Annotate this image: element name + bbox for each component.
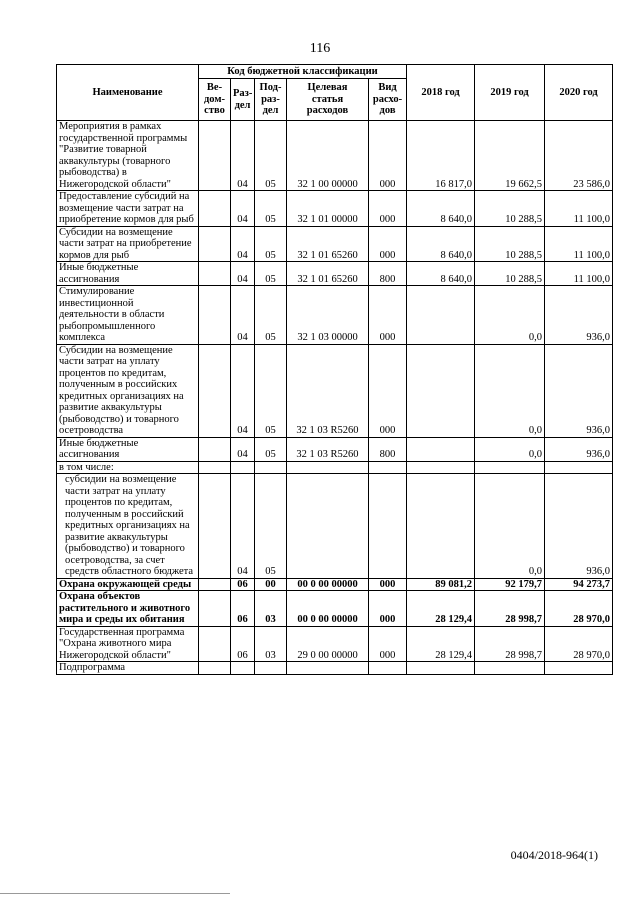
- cell-podr: [255, 662, 287, 675]
- cell-y2019: [475, 461, 545, 474]
- cell-vid: 000: [369, 591, 407, 627]
- cell-y2018: [407, 461, 475, 474]
- table-row: [57, 591, 613, 627]
- cell-ved: [199, 461, 231, 474]
- cell-y2018: [407, 662, 475, 675]
- cell-podr: 05: [255, 262, 287, 286]
- cell-ved: [199, 626, 231, 662]
- cell-stat: 32 1 03 00000: [287, 286, 369, 345]
- cell-vid: 000: [369, 578, 407, 591]
- cell-vid: 000: [369, 226, 407, 262]
- table-row: [57, 474, 613, 579]
- cell-y2018: 28 129,4: [407, 591, 475, 627]
- table-row: [57, 121, 613, 191]
- cell-razd: 04: [231, 191, 255, 227]
- cell-y2020: 936,0: [545, 437, 613, 461]
- cell-ved: [199, 578, 231, 591]
- header-2020: 2020 год: [545, 65, 613, 121]
- cell-name: Предоставление субсидий на возмещение части затрат на приобретение кормов для рыб: [57, 191, 199, 227]
- cell-vid: [369, 461, 407, 474]
- cell-podr: 05: [255, 344, 287, 437]
- cell-stat: 32 1 01 65260: [287, 226, 369, 262]
- cell-y2018: [407, 474, 475, 579]
- cell-name: Иные бюджетные ассигнования: [57, 437, 199, 461]
- header-razdel: Раз- дел: [231, 79, 255, 121]
- page-number: 116: [309, 41, 331, 56]
- cell-y2019: 0,0: [475, 474, 545, 579]
- cell-ved: [199, 121, 231, 191]
- cell-name: в том числе:: [57, 461, 199, 474]
- cell-ved: [199, 262, 231, 286]
- cell-razd: 04: [231, 344, 255, 437]
- cell-name: Охрана окружающей среды: [57, 578, 199, 591]
- cell-y2019: 28 998,7: [475, 591, 545, 627]
- cell-razd: 04: [231, 437, 255, 461]
- cell-y2019: 0,0: [475, 344, 545, 437]
- cell-y2020: 94 273,7: [545, 578, 613, 591]
- cell-podr: 05: [255, 121, 287, 191]
- cell-ved: [199, 344, 231, 437]
- cell-name: Подпрограмма: [57, 662, 199, 675]
- cell-ved: [199, 591, 231, 627]
- header-statya: Целевая статья расходов: [287, 79, 369, 121]
- table-row: [57, 662, 613, 675]
- cell-stat: 32 1 01 65260: [287, 262, 369, 286]
- cell-y2019: 10 288,5: [475, 191, 545, 227]
- header-podrazdel: Под- раз- дел: [255, 79, 287, 121]
- cell-y2019: 92 179,7: [475, 578, 545, 591]
- header-name: Наименование: [57, 65, 199, 121]
- cell-name: Охрана объектов растительного и животного мира и среды их обитания: [57, 591, 199, 627]
- cell-y2019: 28 998,7: [475, 626, 545, 662]
- cell-razd: [231, 461, 255, 474]
- table-row: [57, 226, 613, 262]
- cell-y2018: 89 081,2: [407, 578, 475, 591]
- cell-vid: 000: [369, 626, 407, 662]
- cell-y2018: 8 640,0: [407, 226, 475, 262]
- cell-stat: 32 1 03 R5260: [287, 437, 369, 461]
- cell-razd: 06: [231, 578, 255, 591]
- cell-podr: [255, 461, 287, 474]
- cell-podr: 03: [255, 626, 287, 662]
- cell-podr: 05: [255, 474, 287, 579]
- table-row: [57, 578, 613, 591]
- cell-y2020: 11 100,0: [545, 191, 613, 227]
- cell-ved: [199, 474, 231, 579]
- cell-y2019: 0,0: [475, 286, 545, 345]
- cell-name: Субсидии на возмещение части затрат на уплату процентов по кредитам, полученным в российских кредитных организациях на развитие аквакультуры (рыбоводство) и товарного осетроводства: [57, 344, 199, 437]
- cell-y2019: 19 662,5: [475, 121, 545, 191]
- cell-vid: 000: [369, 286, 407, 345]
- cell-podr: 05: [255, 286, 287, 345]
- table-body: [57, 121, 613, 675]
- cell-y2020: 936,0: [545, 286, 613, 345]
- cell-podr: 05: [255, 191, 287, 227]
- cell-y2020: 936,0: [545, 344, 613, 437]
- cell-y2018: [407, 286, 475, 345]
- cell-razd: [231, 662, 255, 675]
- cell-y2020: 936,0: [545, 474, 613, 579]
- cell-vid: 000: [369, 121, 407, 191]
- cell-razd: 04: [231, 286, 255, 345]
- cell-name: Государственная программа "Охрана животного мира Нижегородской области": [57, 626, 199, 662]
- table-row: [57, 191, 613, 227]
- cell-ved: [199, 226, 231, 262]
- cell-y2018: 8 640,0: [407, 191, 475, 227]
- cell-vid: [369, 662, 407, 675]
- cell-razd: 04: [231, 226, 255, 262]
- cell-ved: [199, 191, 231, 227]
- cell-stat: [287, 474, 369, 579]
- cell-y2019: [475, 662, 545, 675]
- cell-y2020: [545, 461, 613, 474]
- cell-razd: 04: [231, 474, 255, 579]
- cell-name: Субсидии на возмещение части затрат на приобретение кормов для рыб: [57, 226, 199, 262]
- cell-vid: 000: [369, 344, 407, 437]
- cell-name: Иные бюджетные ассигнования: [57, 262, 199, 286]
- cell-y2018: 16 817,0: [407, 121, 475, 191]
- cell-vid: 000: [369, 191, 407, 227]
- cell-y2018: [407, 437, 475, 461]
- cell-y2018: 28 129,4: [407, 626, 475, 662]
- cell-vid: 800: [369, 437, 407, 461]
- cell-y2019: 10 288,5: [475, 262, 545, 286]
- cell-name: субсидии на возмещение части затрат на уплату процентов по кредитам, полученным в российский кредитных организациях на развитие аквакультуры (рыбоводство) и товарного осетроводства, за счет средств областного бюджета: [57, 474, 199, 579]
- cell-y2020: 11 100,0: [545, 262, 613, 286]
- cell-stat: [287, 461, 369, 474]
- budget-table: [56, 64, 613, 675]
- header-vid: Вид расхо- дов: [369, 79, 407, 121]
- cell-razd: 04: [231, 121, 255, 191]
- table-row: [57, 344, 613, 437]
- table-row: [57, 626, 613, 662]
- cell-name: Мероприятия в рамках государственной программы "Развитие товарной аквакультуры (товарного рыбоводства) в Нижегородской области": [57, 121, 199, 191]
- cell-y2018: [407, 344, 475, 437]
- header-2019: 2019 год: [475, 65, 545, 121]
- cell-y2020: 28 970,0: [545, 591, 613, 627]
- document-code: 0404/2018-964(1): [510, 848, 598, 862]
- cell-vid: [369, 474, 407, 579]
- cell-razd: 06: [231, 626, 255, 662]
- cell-ved: [199, 437, 231, 461]
- table-row: [57, 461, 613, 474]
- cell-stat: 32 1 03 R5260: [287, 344, 369, 437]
- cell-stat: 32 1 01 00000: [287, 191, 369, 227]
- cell-vid: 800: [369, 262, 407, 286]
- cell-razd: 04: [231, 262, 255, 286]
- cell-y2020: 28 970,0: [545, 626, 613, 662]
- cell-stat: [287, 662, 369, 675]
- cell-stat: 29 0 00 00000: [287, 626, 369, 662]
- cell-stat: 00 0 00 00000: [287, 578, 369, 591]
- table-row: [57, 437, 613, 461]
- cell-podr: 05: [255, 226, 287, 262]
- bottom-rule: [0, 893, 230, 894]
- cell-y2018: 8 640,0: [407, 262, 475, 286]
- cell-y2020: 11 100,0: [545, 226, 613, 262]
- cell-podr: 03: [255, 591, 287, 627]
- header-2018: 2018 год: [407, 65, 475, 121]
- cell-y2020: [545, 662, 613, 675]
- cell-stat: 00 0 00 00000: [287, 591, 369, 627]
- table-row: [57, 286, 613, 345]
- cell-ved: [199, 286, 231, 345]
- table-row: [57, 262, 613, 286]
- header-vedomstvo: Ве- дом- ство: [199, 79, 231, 121]
- cell-y2019: 10 288,5: [475, 226, 545, 262]
- cell-podr: 00: [255, 578, 287, 591]
- cell-podr: 05: [255, 437, 287, 461]
- cell-razd: 06: [231, 591, 255, 627]
- cell-name: Стимулирование инвестиционной деятельности в области рыбопромышленного комплекса: [57, 286, 199, 345]
- cell-y2020: 23 586,0: [545, 121, 613, 191]
- cell-stat: 32 1 00 00000: [287, 121, 369, 191]
- header-code-group: Код бюджетной классификации: [199, 65, 407, 79]
- cell-y2019: 0,0: [475, 437, 545, 461]
- cell-ved: [199, 662, 231, 675]
